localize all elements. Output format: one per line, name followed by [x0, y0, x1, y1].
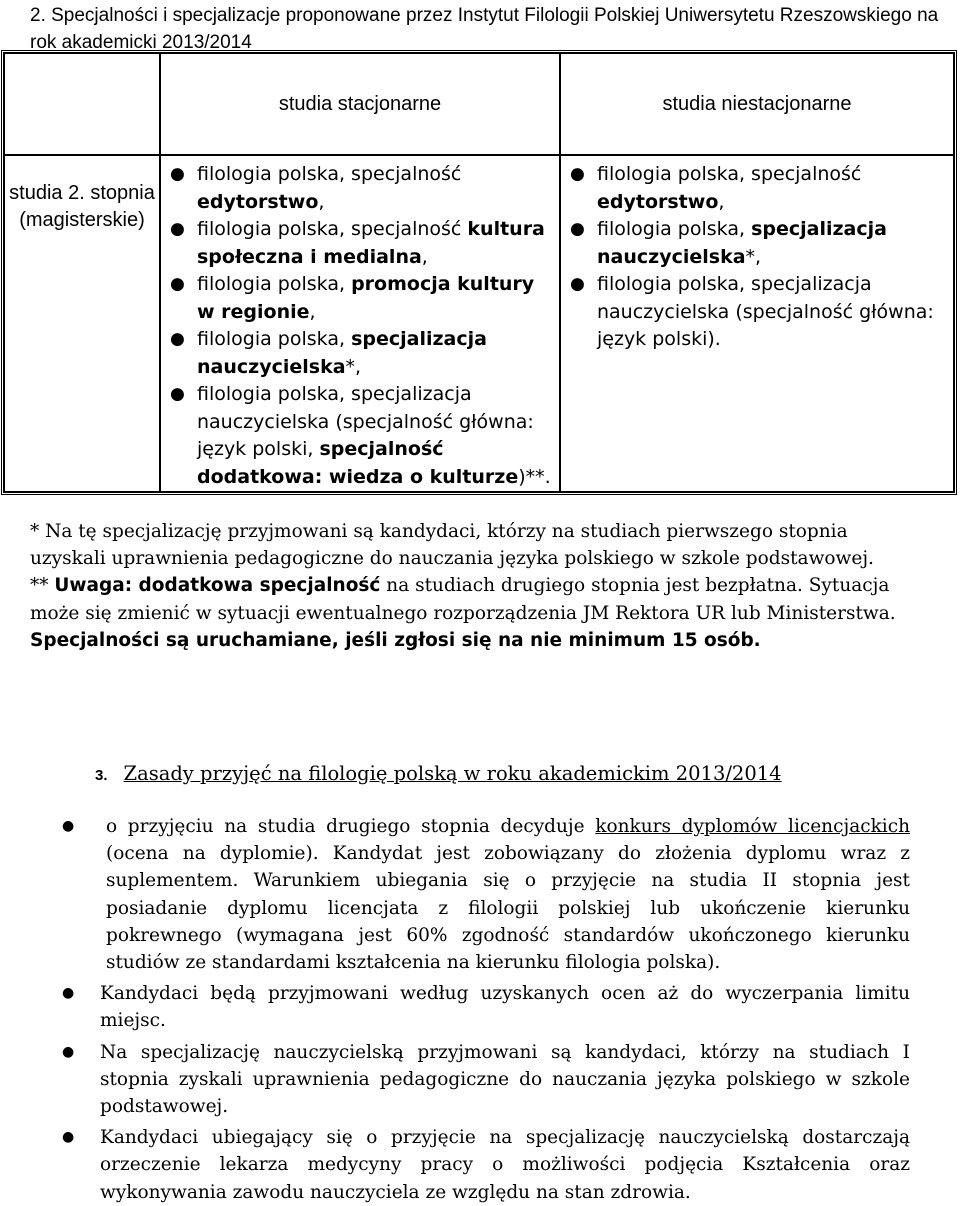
list-item [561, 271, 953, 354]
footnote-2-rest: na studiach drugiego stopnia jest bezpłatna. Sytuacja może się zmienić w sytuacji ewentualnego rozporządzenia JM Rektora UR lub Ministerstwa. [30, 575, 896, 624]
header-niestacjonarne: studia niestacjonarne [560, 53, 954, 155]
bullet-icon: ● [170, 329, 185, 349]
rule-2: Kandydaci będą przyjmowani według uzyskanych ocen aż do wyczerpania limitu miejsc. [100, 983, 910, 1032]
section-2-title: 2. Specjalności i specjalizacje proponowane przez Instytut Filologii Polskiej Uniwersytetu Rzeszowskiego na rok akademicki 2013/2014 [30, 5, 939, 53]
list-item [30, 980, 910, 1034]
item-bold: edytorstwo [197, 190, 319, 213]
table-corner-cell [4, 53, 160, 155]
list-item [161, 326, 559, 381]
item-post: *, [745, 245, 762, 268]
item-bold: edytorstwo [597, 190, 719, 213]
row-label-magisterskie: studia 2. stopnia (magisterskie) [4, 155, 160, 492]
list-item [161, 271, 559, 326]
cell-niestacjonarne [560, 155, 954, 492]
item-post: , [318, 190, 325, 213]
specializations-table [1, 50, 957, 495]
item-post: , [718, 190, 725, 213]
item-pre: filologia polska, specjalność [197, 163, 462, 185]
item-bold: specjalność dodatkowa: wiedza o kulturze [197, 438, 519, 488]
list-item [30, 1039, 910, 1121]
footnote-2 [30, 572, 910, 626]
list-stacjonarne [161, 156, 559, 491]
bullet-icon: ● [62, 1129, 75, 1146]
rule-3: Na specjalizację nauczycielską przyjmowani są kandydaci, którzy na studiach I stopnia zyskali uprawnienia pedagogiczne do nauczania języka polskiego w szkole podstawowej. [100, 1041, 910, 1118]
bullet-icon: ● [570, 274, 585, 294]
item-post: , [309, 300, 316, 323]
bullet-icon: ● [170, 164, 185, 184]
list-item [161, 161, 559, 216]
bullet-icon: ● [62, 818, 75, 834]
rule-4: Kandydaci ubiegający się o przyjęcie na specjalizację nauczycielską dostarczają orzeczenie lekarza medycyny pracy o możliwości podjęcia Kształcenia oraz wykonywania zawodu nauczyciela ze względu na stan zdrowia. [100, 1127, 910, 1203]
footnote-1: * Na tę specjalizację przyjmowani są kandydaci, którzy na studiach pierwszego stopnia uzyskali uprawnienia pedagogiczne do nauczania języka polskiego w szkole podstawowej. [30, 521, 874, 570]
item-post: *, [345, 355, 362, 378]
item-pre: filologia polska, [597, 218, 752, 240]
bullet-icon: ● [62, 1043, 75, 1060]
item-pre: filologia polska, specjalizacja nauczycielska (specjalność główna: język polski). [597, 273, 934, 350]
item-post: , [421, 245, 428, 268]
bullet-icon: ● [62, 985, 75, 1002]
item-bold: specjalizacja nauczycielska [197, 328, 487, 378]
list-item [161, 381, 559, 491]
bullet-icon: ● [170, 384, 185, 404]
item-bold: promocja kultury w regionie [197, 273, 535, 323]
bullet-icon: ● [570, 164, 585, 184]
section-3-title: Zasady przyjęć na filologię polską w roku akademickim 2013/2014 [123, 762, 782, 785]
list-item [161, 216, 559, 271]
bullet-icon: ● [170, 274, 185, 294]
footnote-3: Specjalności są uruchamiane, jeśli zgłosi się na nie minimum 15 osób. [30, 629, 761, 651]
footnote-2-bold: Uwaga: dodatkowa specjalność [54, 575, 381, 597]
rule-1-link[interactable]: konkurs dyplomów licencjackich [595, 816, 910, 837]
item-pre: filologia polska, specjalność [197, 218, 468, 240]
admission-rules-list [30, 813, 910, 1206]
section-3-heading [95, 760, 915, 790]
cell-stacjonarne [160, 155, 560, 492]
item-pre: filologia polska, [197, 273, 352, 295]
item-bold: specjalizacja nauczycielska [597, 218, 887, 268]
item-bold: kultura społeczna i medialna [197, 218, 545, 268]
item-pre: filologia polska, specjalizacja nauczycielska (specjalność główna: język polski, [197, 383, 534, 460]
list-item [30, 1124, 910, 1206]
list-item [30, 813, 910, 976]
list-item [561, 161, 953, 216]
header-stacjonarne: studia stacjonarne [160, 53, 560, 155]
section-3-number: 3. [95, 767, 108, 784]
footnote-2-prefix: ** [30, 575, 55, 597]
item-post: )**. [518, 465, 551, 488]
item-pre: filologia polska, specjalność [597, 163, 862, 185]
bullet-icon: ● [570, 219, 585, 239]
bullet-icon: ● [170, 219, 185, 239]
list-niestacjonarne [561, 156, 953, 354]
footnotes [30, 518, 910, 654]
rule-1-part-b: (ocena na dyplomie). Kandydat jest zobowiązany do złożenia dyplomu wraz z suplementem. Warunkiem ubiegania się o przyjęcie na studia II stopnia jest posiadanie dyplomu licencjata z filologii polskiej lub ukończenie kierunku pokrewnego (wymagana jest 60% zgodność standardów ukończonego kierunku studiów ze standardami kształcenia na kierunku filologia polska). [106, 843, 910, 974]
list-item [561, 216, 953, 271]
rule-1-part-a: o przyjęciu na studia drugiego stopnia decyduje [106, 816, 596, 837]
item-pre: filologia polska, [197, 328, 352, 350]
